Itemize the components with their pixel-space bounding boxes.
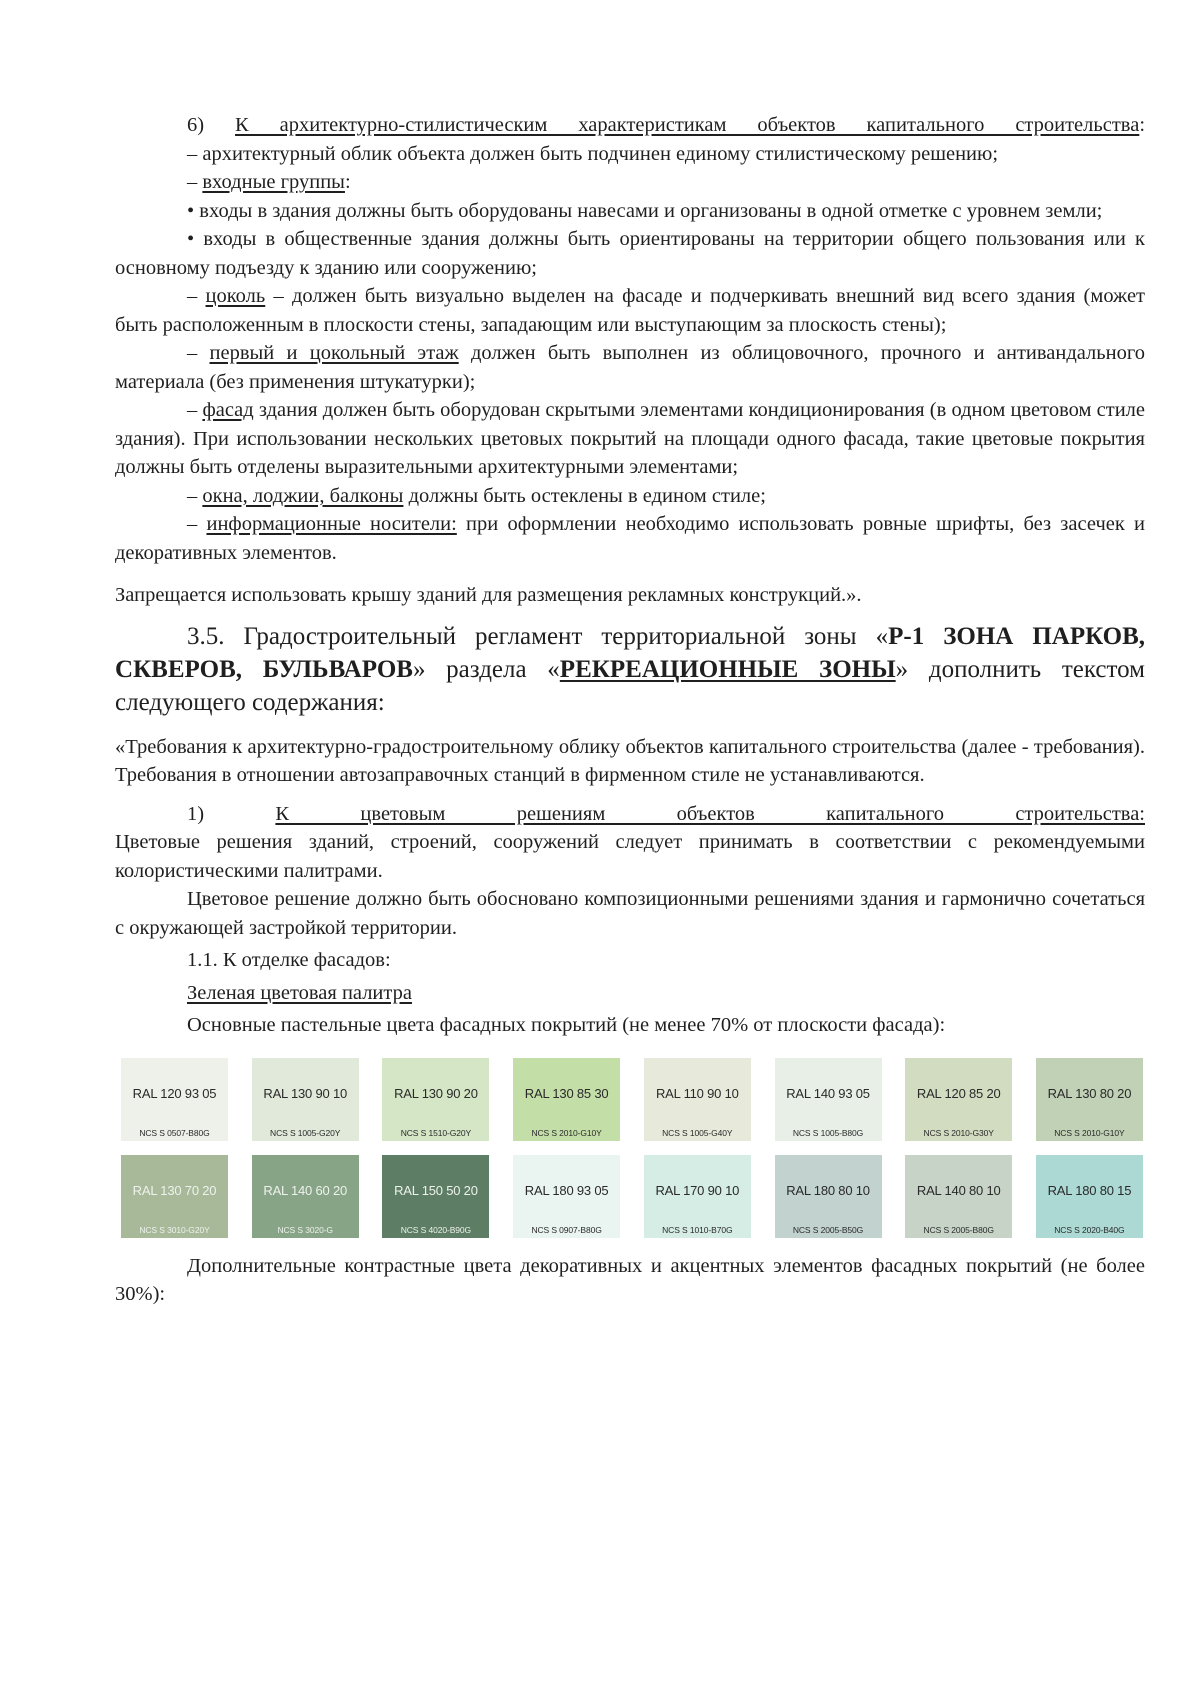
ncs-code: NCS S 0907-B80G bbox=[531, 1225, 602, 1235]
term-first-floor: первый и цокольный этаж bbox=[209, 342, 459, 364]
ncs-code: NCS S 2005-B50G bbox=[792, 1225, 864, 1235]
item-number: 1) bbox=[187, 802, 276, 825]
color-swatch bbox=[775, 1155, 882, 1238]
paragraph-text: должны быть остеклены в едином стиле; bbox=[403, 484, 766, 507]
item-1-heading bbox=[115, 800, 1145, 829]
color-swatch bbox=[513, 1155, 620, 1238]
color-swatch bbox=[644, 1155, 751, 1238]
ral-code: RAL 130 70 20 bbox=[132, 1182, 217, 1198]
paragraph-roof-ban: Запрещается использовать крышу зданий для размещения рекламных конструкций.». bbox=[115, 584, 862, 606]
ncs-code: NCS S 1005-B80G bbox=[792, 1128, 864, 1138]
dash: – bbox=[187, 342, 210, 364]
dash: – bbox=[187, 171, 203, 193]
ral-code: RAL 140 93 05 bbox=[786, 1085, 870, 1101]
paragraph-plinth bbox=[115, 282, 1145, 339]
ncs-code: NCS S 1005-G20Y bbox=[270, 1128, 341, 1138]
ncs-code: NCS S 2010-G10Y bbox=[531, 1128, 602, 1138]
ncs-code: NCS S 4020-B90G bbox=[400, 1225, 472, 1235]
term-entrance-groups: входные группы bbox=[202, 171, 345, 193]
ncs-code: NCS S 3020-G bbox=[277, 1225, 333, 1235]
ral-code: RAL 140 80 10 bbox=[916, 1182, 1001, 1198]
color-swatch bbox=[905, 1058, 1012, 1141]
ral-code: RAL 120 85 20 bbox=[916, 1085, 1001, 1101]
item-colon: : bbox=[1139, 114, 1146, 136]
ral-code: RAL 130 80 20 bbox=[1047, 1085, 1132, 1101]
item-6-heading bbox=[115, 111, 1145, 140]
term-info-carriers: информационные носители: bbox=[206, 513, 457, 535]
paragraph-info-carriers bbox=[115, 510, 1145, 567]
dash: – bbox=[187, 484, 203, 507]
part-name: РЕКРЕАЦИОННЫЕ ЗОНЫ bbox=[559, 655, 896, 683]
document-body bbox=[115, 111, 1145, 1309]
color-swatch bbox=[121, 1155, 228, 1238]
ral-code: RAL 180 93 05 bbox=[524, 1182, 609, 1198]
paragraph-accent-colors: Дополнительные контрастные цвета декоративных и акцентных элементов фасадных покрытий (не более 30%): bbox=[115, 1254, 1145, 1305]
color-swatch bbox=[382, 1058, 489, 1141]
paragraph-text: здания должен быть оборудован скрытыми элементами кондиционирования (в одном цветовом стиле здания). При использовании нескольких цветовых покрытий на площади одного фасада, такие цветовые покрытия должны быть отделены выразительными архитектурными элементами; bbox=[115, 399, 1146, 478]
paragraph-entrance-groups bbox=[115, 168, 1145, 197]
paragraph-text: : bbox=[344, 171, 351, 193]
paragraph-windows bbox=[115, 482, 1145, 511]
paragraph-color-justification: Цветовое решение должно быть обосновано композиционными решениями здания и гармонично сочетаться с окружающей застройкой территории. bbox=[115, 888, 1145, 939]
palette-title: Зеленая цветовая палитра bbox=[187, 981, 412, 1004]
dash: – bbox=[187, 399, 203, 421]
dash: – bbox=[187, 513, 207, 535]
ral-code: RAL 170 90 10 bbox=[655, 1182, 740, 1198]
swatch-row bbox=[121, 1058, 1143, 1141]
color-swatch bbox=[382, 1155, 489, 1238]
color-swatch bbox=[905, 1155, 1012, 1238]
ral-code: RAL 180 80 15 bbox=[1047, 1182, 1132, 1198]
ral-code: RAL 120 93 05 bbox=[132, 1085, 217, 1101]
ral-code: RAL 180 80 10 bbox=[786, 1182, 870, 1198]
item-heading-text: К цветовым решениям объектов капитального строительства: bbox=[275, 802, 1145, 825]
term-windows: окна, лоджии, балконы bbox=[202, 484, 404, 507]
color-swatch bbox=[252, 1155, 359, 1238]
color-swatch bbox=[121, 1058, 228, 1141]
term-facade: фасад bbox=[202, 399, 254, 421]
ncs-code: NCS S 3010-G20Y bbox=[139, 1225, 210, 1235]
item-number: 6) bbox=[187, 114, 236, 136]
subsection-1-1: 1.1. К отделке фасадов: bbox=[187, 949, 391, 971]
paragraph-first-floor bbox=[115, 339, 1145, 396]
ncs-code: NCS S 1510-G20Y bbox=[400, 1128, 472, 1138]
ncs-code: NCS S 2020-B40G bbox=[1054, 1225, 1125, 1235]
ncs-code: NCS S 0507-B80G bbox=[139, 1128, 210, 1138]
ral-code: RAL 110 90 10 bbox=[655, 1085, 739, 1101]
dash: – bbox=[187, 285, 206, 307]
ral-code: RAL 130 90 20 bbox=[394, 1085, 478, 1101]
section-number: 3.5. bbox=[187, 622, 244, 650]
paragraph-text: должен быть выполнен из облицовочного, прочного и антивандального материала (без применения штукатурки); bbox=[115, 342, 1146, 393]
paragraph-text: – должен быть визуально выделен на фасаде и подчеркивать внешний вид всего здания (может быть расположенным в плоскости стены, западающим или выступающим за плоскость стены); bbox=[115, 285, 1146, 336]
ral-code: RAL 130 85 30 bbox=[524, 1085, 609, 1101]
color-swatch bbox=[644, 1058, 751, 1141]
section-3-5-heading bbox=[115, 620, 1145, 719]
section-text: » дополнить текстом следующего содержания: bbox=[115, 655, 1145, 716]
ncs-code: NCS S 2005-B80G bbox=[923, 1225, 994, 1235]
paragraph-requirements-intro: «Требования к архитектурно-градостроительному облику объектов капитального строительства (далее - требования). Требования в отношении автозаправочных станций в фирменном стиле не устанавливаются. bbox=[115, 735, 1145, 786]
section-text: Градостроительный регламент территориальной зоны « bbox=[243, 622, 889, 650]
paragraph-text: при оформлении необходимо использовать ровные шрифты, без засечек и декоративных элементов. bbox=[115, 513, 1146, 564]
color-swatch-grid bbox=[121, 1058, 1143, 1238]
ncs-code: NCS S 1010-B70G bbox=[662, 1225, 733, 1235]
section-text: » раздела « bbox=[412, 655, 560, 683]
paragraph-color-solutions: Цветовые решения зданий, строений, сооружений следует принимать в соответствии с рекомендуемыми колористическими палитрами. bbox=[115, 831, 1145, 882]
color-swatch bbox=[775, 1058, 882, 1141]
ncs-code: NCS S 2010-G10Y bbox=[1054, 1128, 1125, 1138]
paragraph-facade bbox=[115, 396, 1145, 482]
paragraph-style-unity: – архитектурный облик объекта должен быть подчинен единому стилистическому решению; bbox=[187, 142, 999, 165]
ral-code: RAL 140 60 20 bbox=[263, 1182, 348, 1198]
ncs-code: NCS S 2010-G30Y bbox=[923, 1128, 994, 1138]
color-swatch bbox=[513, 1058, 620, 1141]
bullet-entrances-canopies: • входы в здания должны быть оборудованы навесами и организованы в одной отметке с уровнем земли; bbox=[187, 199, 1103, 222]
ncs-code: NCS S 1005-G40Y bbox=[662, 1128, 733, 1138]
zone-name: Р-1 ЗОНА ПАРКОВ, СКВЕРОВ, БУЛЬВАРОВ bbox=[115, 622, 1145, 683]
swatch-row bbox=[121, 1155, 1143, 1238]
color-swatch bbox=[252, 1058, 359, 1141]
term-plinth: цоколь bbox=[205, 285, 266, 307]
bullet-public-entrances: • входы в общественные здания должны быть ориентированы на территории общего пользования или к основному подъезду к зданию или сооружению; bbox=[115, 228, 1145, 279]
item-heading-text: К архитектурно-стилистическим характеристикам объектов капитального строительства bbox=[235, 114, 1140, 136]
paragraph-main-colors: Основные пастельные цвета фасадных покрытий (не менее 70% от плоскости фасада): bbox=[187, 1014, 946, 1036]
color-swatch bbox=[1036, 1058, 1143, 1141]
ral-code: RAL 150 50 20 bbox=[394, 1182, 478, 1198]
ral-code: RAL 130 90 10 bbox=[263, 1085, 348, 1101]
color-swatch bbox=[1036, 1155, 1143, 1238]
